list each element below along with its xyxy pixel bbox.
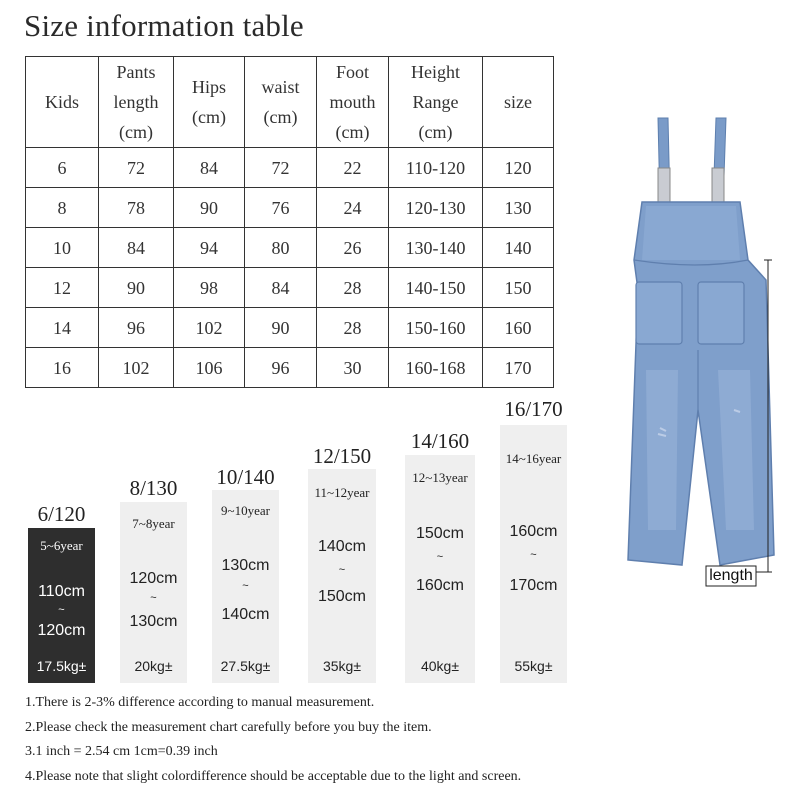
size-card-label: 12/150 [312, 444, 372, 468]
table-cell: 6 [26, 148, 99, 188]
note-line: 4.Please note that slight colordifference should be acceptable due to the light and screen. [25, 768, 522, 784]
size-card-age: 5~6year [40, 538, 83, 553]
size-card [500, 0, 567, 683]
table-cell: 160 [483, 308, 554, 348]
size-card [212, 0, 279, 683]
table-cell: 76 [245, 188, 317, 228]
header-line: mouth [329, 92, 376, 112]
table-cell: 30 [317, 348, 389, 388]
table-cell: 150-160 [389, 308, 483, 348]
size-card-height-max: 160cm [415, 577, 465, 594]
size-card-weight: 40kg± [420, 658, 460, 674]
table-cell: 170 [483, 348, 554, 388]
table-cell: 78 [99, 188, 174, 228]
table-cell: 102 [99, 348, 174, 388]
overalls-illustration [598, 110, 798, 590]
size-card-age: 11~12year [314, 485, 370, 500]
table-cell: 90 [245, 308, 317, 348]
size-card-height-min: 140cm [317, 538, 367, 555]
size-card [308, 0, 376, 683]
size-card-height-min: 130cm [221, 557, 270, 574]
size-card-age: 14~16year [505, 451, 562, 466]
size-card-weight: 55kg± [514, 658, 553, 674]
size-card-age: 12~13year [412, 470, 468, 485]
table-cell: 8 [26, 188, 99, 228]
size-card-height-max: 140cm [221, 606, 270, 623]
table-cell: 84 [99, 228, 174, 268]
size-card [28, 0, 95, 683]
notes-section [25, 693, 521, 791]
size-card-height-min: 160cm [509, 523, 558, 540]
size-card-tilde: ~ [242, 580, 249, 592]
header-line: Kids [44, 92, 79, 112]
size-card-label: 10/140 [216, 465, 275, 489]
size-card-box [308, 469, 376, 683]
header-line: (cm) [418, 122, 453, 142]
table-cell: 24 [317, 188, 389, 228]
size-card-height-max: 120cm [37, 622, 86, 639]
size-card-age: 9~10year [221, 503, 270, 518]
header-line: Pants [116, 62, 156, 82]
table-cell: 140 [483, 228, 554, 268]
length-label: length [709, 567, 753, 584]
table-cell: 94 [174, 228, 245, 268]
header-line: Hips [191, 77, 226, 97]
size-card-tilde: ~ [530, 549, 537, 561]
table-cell: 80 [245, 228, 317, 268]
size-card-height-min: 120cm [129, 570, 178, 587]
table-cell: 84 [174, 148, 245, 188]
size-card-tilde: ~ [436, 551, 444, 563]
note-line: 3.1 inch = 2.54 cm 1cm=0.39 inch [25, 744, 218, 759]
table-cell: 84 [245, 268, 317, 308]
size-card-age: 7~8year [132, 516, 175, 531]
table-cell: 12 [26, 268, 99, 308]
header-line: waist [261, 77, 300, 97]
table-cell: 160-168 [389, 348, 483, 388]
table-cell: 28 [317, 308, 389, 348]
table-cell: 90 [174, 188, 245, 228]
header-line: length [113, 92, 159, 112]
table-cell: 22 [317, 148, 389, 188]
header-line: Height [411, 62, 460, 82]
size-card-height-max: 170cm [509, 577, 558, 594]
size-card-tilde: ~ [338, 564, 346, 576]
note-line: 2.Please check the measurement chart carefully before you buy the item. [25, 719, 432, 735]
size-card-tilde: ~ [150, 592, 157, 604]
table-cell: 98 [174, 268, 245, 308]
size-card-height-min: 110cm [38, 583, 85, 600]
size-card-label: 8/130 [129, 476, 178, 500]
header-line: (cm) [119, 122, 153, 142]
table-cell: 140-150 [389, 268, 483, 308]
table-cell: 28 [317, 268, 389, 308]
table-cell: 150 [483, 268, 554, 308]
header-line: Range [412, 92, 459, 112]
size-card-weight: 27.5kg± [220, 658, 271, 674]
table-cell: 96 [245, 348, 317, 388]
table-cell: 130-140 [389, 228, 483, 268]
header-line: size [504, 92, 532, 112]
table-cell: 96 [99, 308, 174, 348]
table-cell: 90 [99, 268, 174, 308]
note-line: 1.There is 2-3% difference according to manual measurement. [25, 695, 375, 710]
table-cell: 72 [99, 148, 174, 188]
size-card-box [405, 455, 475, 683]
size-card-weight: 35kg± [322, 658, 362, 674]
size-card-weight: 20kg± [134, 658, 173, 674]
table-cell: 102 [174, 308, 245, 348]
size-card-label: 14/160 [410, 429, 470, 453]
table-cell: 120-130 [389, 188, 483, 228]
header-line: (cm) [192, 107, 226, 127]
table-cell: 106 [174, 348, 245, 388]
size-card [120, 0, 187, 683]
size-card [405, 0, 475, 683]
size-card-label: 6/120 [37, 502, 86, 526]
table-cell: 26 [317, 228, 389, 268]
size-card-height-max: 130cm [129, 613, 178, 630]
table-cell: 10 [26, 228, 99, 268]
page-title: Size information table [24, 8, 304, 43]
size-card-height-min: 150cm [415, 525, 465, 542]
size-card-tilde: ~ [58, 604, 65, 616]
overalls-product-image [598, 110, 798, 590]
header-line: (cm) [263, 107, 298, 127]
header-line: Foot [335, 62, 369, 82]
table-cell: 14 [26, 308, 99, 348]
size-card-label: 16/170 [504, 397, 563, 421]
size-card-height-max: 150cm [317, 588, 367, 605]
header-line: (cm) [335, 122, 370, 142]
size-card-weight: 17.5kg± [36, 658, 87, 674]
table-cell: 16 [26, 348, 99, 388]
table-cell: 110-120 [389, 148, 483, 188]
table-cell: 130 [483, 188, 554, 228]
table-cell: 120 [483, 148, 554, 188]
table-cell: 72 [245, 148, 317, 188]
